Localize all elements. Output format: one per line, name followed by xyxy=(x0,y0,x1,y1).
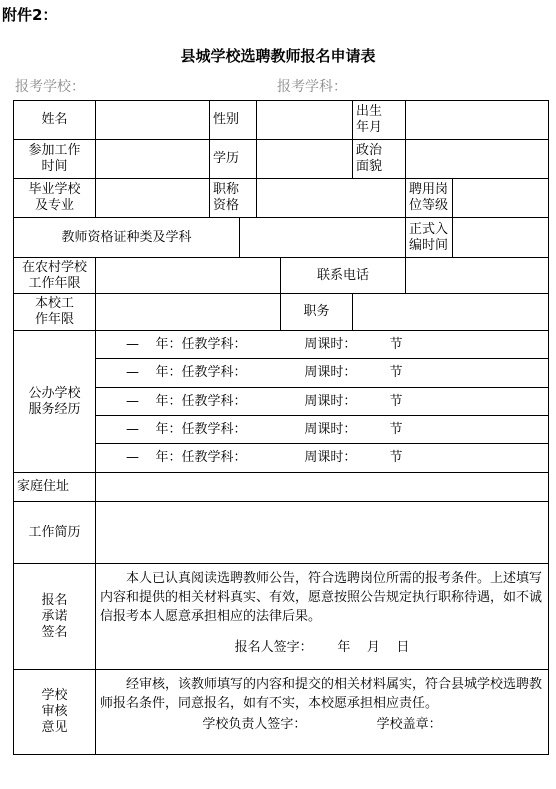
attachment-label: 附件2： xyxy=(2,6,58,24)
experience-row[interactable]: — 年：任教学科： 周课时： 节 xyxy=(96,444,549,473)
school-signature-line[interactable]: 学校负责人签字： 学校盖章： xyxy=(202,717,442,732)
review-cell xyxy=(96,670,549,755)
name-cell[interactable] xyxy=(96,101,210,140)
post-level-label: 聘用岗 位等级 xyxy=(406,179,453,218)
review-text: 经审核，该教师填写的内容和提交的相关材料属实，符合县城学校选聘教师报名条件，同意报名，如有不实，本校愿承担相应责任。 xyxy=(100,677,543,711)
application-form-table xyxy=(13,100,549,755)
form-title: 县城学校选聘教师报名申请表 xyxy=(180,47,376,65)
declaration-cell xyxy=(96,564,549,670)
address-cell[interactable] xyxy=(96,473,549,502)
political-cell[interactable] xyxy=(406,140,549,179)
formal-hire-cell[interactable] xyxy=(453,218,549,258)
position-label: 职务 xyxy=(281,294,353,331)
experience-row[interactable]: — 年：任教学科： 周课时： 节 xyxy=(96,416,549,444)
work-start-cell[interactable] xyxy=(96,140,210,179)
rural-years-label: 在农村学校 工作年限 xyxy=(14,258,96,294)
phone-label: 联系电话 xyxy=(281,258,406,294)
address-label: 家庭住址 xyxy=(14,473,96,502)
declaration-label: 报名 承诺 签名 xyxy=(14,564,96,670)
cert-cell[interactable] xyxy=(240,218,406,258)
experience-row[interactable]: — 年：任教学科： 周课时： 节 xyxy=(96,359,549,388)
gender-label: 性别 xyxy=(210,101,257,140)
applicant-signature-line[interactable]: 报名人签字： 年 月 日 xyxy=(234,640,410,655)
grad-school-label: 毕业学校 及专业 xyxy=(14,179,96,218)
local-years-cell[interactable] xyxy=(96,294,281,331)
grad-school-cell[interactable] xyxy=(96,179,210,218)
apply-school-label: 报考学校： xyxy=(15,79,85,95)
resume-label: 工作简历 xyxy=(14,502,96,564)
gender-cell[interactable] xyxy=(257,101,353,140)
formal-hire-label: 正式入 编时间 xyxy=(406,218,453,258)
review-label: 学校 审核 意见 xyxy=(14,670,96,755)
work-start-label: 参加工作 时间 xyxy=(14,140,96,179)
education-label: 学历 xyxy=(210,140,257,179)
title-cell[interactable] xyxy=(257,179,406,218)
title-label: 职称 资格 xyxy=(210,179,257,218)
phone-cell[interactable] xyxy=(406,258,549,294)
education-cell[interactable] xyxy=(257,140,353,179)
experience-row[interactable]: — 年：任教学科： 周课时： 节 xyxy=(96,388,549,416)
experience-label: 公办学校 服务经历 xyxy=(14,331,96,473)
post-level-cell[interactable] xyxy=(453,179,549,218)
apply-subject-label: 报考学科： xyxy=(277,79,347,95)
birth-label: 出生 年月 xyxy=(353,101,406,140)
resume-cell[interactable] xyxy=(96,502,549,564)
name-label: 姓名 xyxy=(14,101,96,140)
cert-label: 教师资格证种类及学科 xyxy=(14,218,240,258)
birth-cell[interactable] xyxy=(406,101,549,140)
experience-row[interactable]: — 年：任教学科： 周课时： 节 xyxy=(96,331,549,359)
local-years-label: 本校工 作年限 xyxy=(14,294,96,331)
rural-years-cell[interactable] xyxy=(96,258,281,294)
declaration-text: 本人已认真阅读选聘教师公告，符合选聘岗位所需的报考条件。上述填写内容和提供的相关材料真实、有效，愿意按照公告规定执行职称待遇，如不诚信报考本人愿意承担相应的法律后果。 xyxy=(100,571,543,624)
political-label: 政治 面貌 xyxy=(353,140,406,179)
position-cell[interactable] xyxy=(353,294,549,331)
